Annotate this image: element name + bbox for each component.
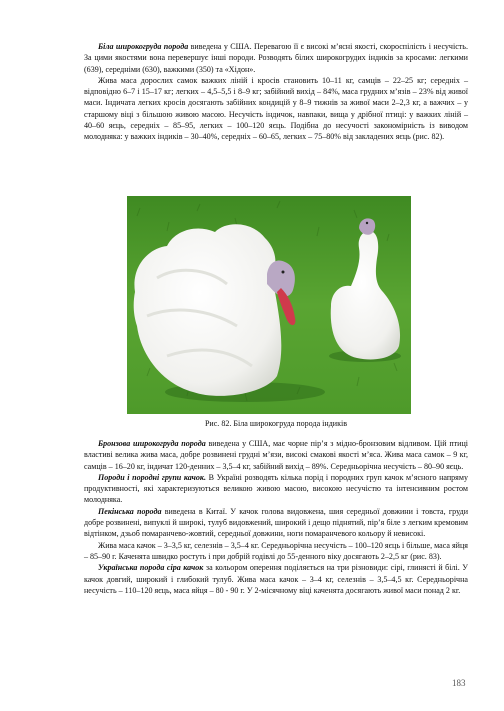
breed-title-bronze-broad-breasted: Бронзова широкогруда порода bbox=[98, 439, 206, 448]
figure-turkeys-photo bbox=[127, 196, 411, 414]
paragraph-text: виведена у США, має чорне пір’я з мідно-бронзовим відливом. Цій птиці властиві велика жива маса, добре розвинені грудні м’язи, високі смакові якості м’яса. Жива маса самок – 9 кг, самців – 16–20 кг, індичат 120-денних – 3,5–4 кг, забійний вихід – 89%. Середньорічна несучість – 80–90 яєць. bbox=[84, 439, 468, 471]
breed-title-ukrainian-grey: Українська порода сіра качок bbox=[98, 563, 204, 573]
paragraph-ukrainian-grey-breed bbox=[84, 562, 468, 596]
paragraph-text: В Україні розводять кілька порід і породних груп качок м’ясного напряму продуктивності, які характеризуються великою живою масою, високою несучістю та інтенсивним ростом молодняка. bbox=[84, 472, 468, 505]
paragraph-white-broad-breasted bbox=[84, 41, 468, 75]
paragraph-bronze-broad-breasted bbox=[84, 438, 468, 472]
paragraph-duck-breeds bbox=[84, 472, 468, 506]
paragraph-duck-live-weight bbox=[84, 540, 468, 563]
paragraph-text: виведена у США. Перевагою її є високі м’ясні якості, скороспілість і несучість. За цими якостями вона перевершує інші породи. Розводять білих широкогрудих індиків за кросами: легкими (639), середніми (630), важкими (350) та «Хідон». bbox=[84, 42, 468, 74]
section-title-duck-breeds: Породи і породні групи качок. bbox=[98, 472, 207, 482]
paragraph-live-weight bbox=[84, 75, 468, 143]
paragraph-text: Жива маса качок – 3–3,5 кг, селезнів – 3,5–4 кг. Середньорічна несучість – 100–120 яєць і більше, маса яйця – 85–90 г. Каченята швидко ростуть і при добрій годівлі до 55-денного віку досягають 2–2,5 кг (рис. 83). bbox=[84, 540, 468, 561]
figure-caption: Рис. 82. Біла широкогруда порода індиків bbox=[204, 419, 348, 428]
tom-turkey bbox=[134, 224, 296, 396]
text-block-bottom bbox=[84, 438, 468, 596]
tom-eye bbox=[282, 271, 285, 274]
paragraph-text: Жива маса дорослих самок важких ліній і кросів становить 10–11 кг, самців – 22–25 кг; середніх – відповідно 6–7 і 15–17 кг; легких – 4,5–5,5 і 8–9 кг; забійний вихід – 84%, маса грудних м’язів – 23% від живої маси. Індичата легких кросів досягають забійних кондицій у 8–9 тижнів за живої маси 2–2,3 кг, а важчих – у старшому віці з більшою живою масою. Несучість індичок, навпаки, вища у дрібної птиці: у важких ліній – 40–60 яєць, середніх – 85–95, легких – 100–120 яєць. Подібна до несучості закономірність із виводом молодняка: у важких індиків – 30–40%, середніх – 60–65, легких – 75–80% від закладених яєць (рис. 82). bbox=[84, 75, 468, 142]
paragraph-text: за кольором оперення поділяється на три різновиди: сірі, глинясті й білі. У качок довгий, широкий і глибокий тулуб. Жива маса качок – 3–4 кг, селезнів – 3,5–4,5 кг. Середньорічна несучість – 110–120 яєць, маса яйця – 80 - 90 г. У 2-місячному віці каченята досягають живої маси понад 2 кг. bbox=[84, 563, 468, 595]
paragraph-pekin-breed bbox=[84, 506, 468, 540]
text-block-top bbox=[84, 41, 468, 143]
paragraph-text: виведена в Китаї. У качок голова видовжена, шия середньої довжини і товста, груди добре розвинені, випуклі й широкі, тулуб видовжений, широкий і дещо піднятий, пір’я біле з легким кремовим відтінком, дзьоб помаранчево-жовтий, середньої довжини, ноги помаранчевого кольору й невисокі. bbox=[84, 506, 468, 539]
page-number: 183 bbox=[452, 678, 466, 688]
breed-title-pekin: Пекінська порода bbox=[98, 506, 162, 516]
breed-title-white-broad-breasted: Біла широкогруда порода bbox=[98, 42, 189, 51]
hen-eye bbox=[366, 222, 368, 224]
turkeys-photo bbox=[127, 196, 411, 414]
